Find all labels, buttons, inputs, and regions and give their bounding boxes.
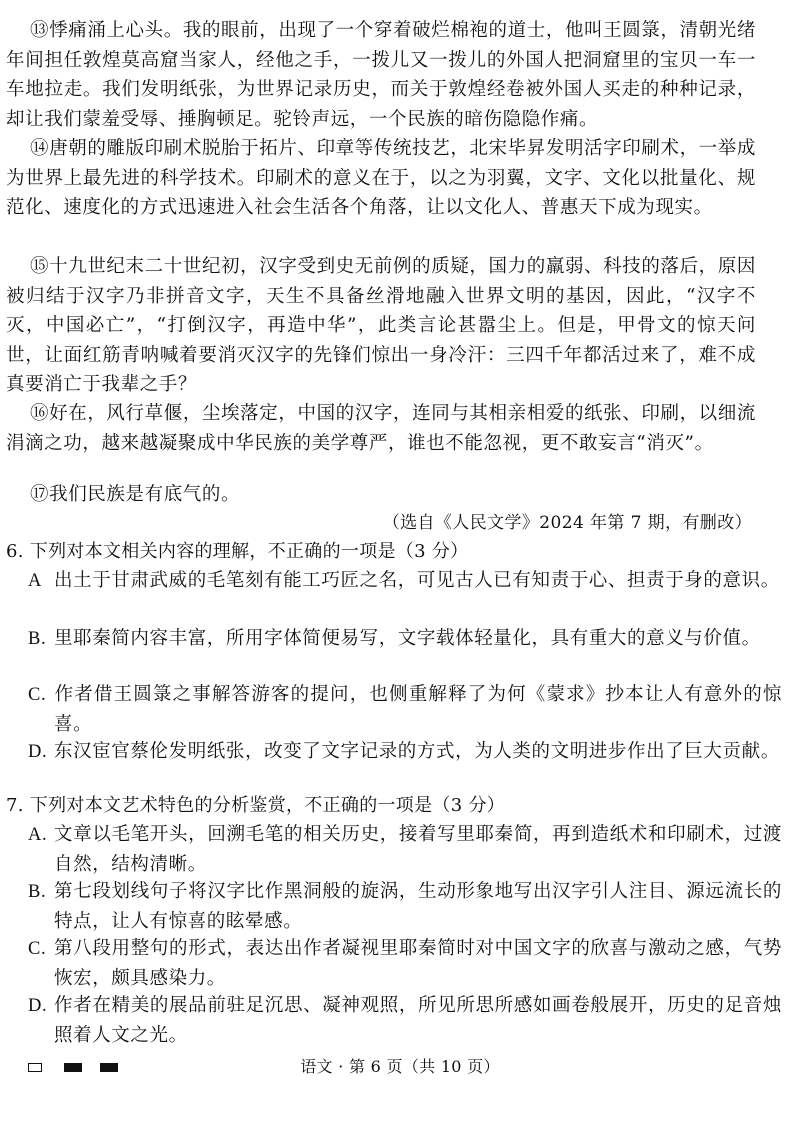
paragraph-14: ⑭唐朝的雕版印刷术脱胎于拓片、印章等传统技艺，北宋毕昇发明活字印刷术，一举成为世界上最先进的科学技术。印刷术的意义在于，以之为羽翼，文字、文化以批量化、规范化、速度化的方式迅速进入社会生活各个角落，让以文化人、普惠天下成为现实。 — [6, 138, 756, 218]
paragraph-13: ⑬悸痛涌上心头。我的眼前，出现了一个穿着破烂棉袍的道士，他叫王圆箓，清朝光绪年间担任敦煌莫高窟当家人，经他之手，一拨儿又一拨儿的外国人把洞窟里的宝贝一车一车地拉走。我们发明纸张，为世界记录历史，而关于敦煌经卷被外国人买走的种种记录，却让我们蒙羞受辱、捶胸顿足。驼铃声远，一个民族的暗伤隐隐作痛。 — [6, 20, 756, 130]
option-text: 第七段划线句子将汉字比作黑洞般的旋涡，生动形象地写出汉字引人注目、源远流长的特点，让人有惊喜的眩晕感。 — [54, 881, 782, 932]
option-text: 里耶秦简内容丰富，所用字体简便易写，文字载体轻量化，具有重大的意义与价值。 — [54, 628, 761, 649]
option-letter: C. — [28, 685, 47, 705]
option-letter: B. — [28, 882, 47, 902]
option-text: 作者在精美的展品前驻足沉思、凝神观照，所见所思所感如画卷般展开，历史的足音烛照着人文之光。 — [54, 995, 782, 1046]
option-letter: A — [28, 571, 42, 591]
option-text: 文章以毛笔开头，回溯毛笔的相关历史，接着写里耶秦简，再到造纸术和印刷术，过渡自然，结构清晰。 — [54, 824, 782, 875]
option-letter: C. — [28, 939, 47, 959]
paragraph-17: ⑰我们民族是有底气的。 — [30, 484, 241, 505]
question-6-option-a[interactable] — [28, 566, 782, 596]
option-text: 出土于甘肃武威的毛笔刻有能工巧匠之名，可见古人已有知责于心、担责于身的意识。 — [54, 570, 780, 591]
question-6-option-c[interactable] — [28, 680, 782, 739]
question-6-option-d[interactable] — [28, 737, 782, 767]
page-footer — [0, 1056, 800, 1080]
option-text: 东汉宦官蔡伦发明纸张，改变了文字记录的方式，为人类的文明进步作出了巨大贡献。 — [54, 741, 780, 762]
option-letter: D. — [28, 742, 48, 762]
option-letter: D. — [28, 996, 48, 1016]
question-7-option-b[interactable] — [28, 877, 782, 936]
question-7-option-c[interactable] — [28, 934, 782, 993]
question-7-stem: 7. 下列对本文艺术特色的分析鉴赏，不正确的一项是（3 分） — [6, 795, 506, 816]
question-7-option-d[interactable] — [28, 991, 782, 1050]
paragraph-15: ⑮十九世纪末二十世纪初，汉字受到史无前例的质疑，国力的羸弱、科技的落后，原因被归结于汉字乃非拼音文字，天生不具备丝滑地融入世界文明的基因，因此，“汉字不灭，中国必亡”，“打倒汉字，再造中华”，此类言论甚嚣尘上。但是，甲骨文的惊天问世，让面红筋青呐喊着要消灭汉字的先锋们惊出一身冷汗：三四千年都活过来了，难不成真要消亡于我辈之手？ — [6, 256, 756, 395]
option-text: 第八段用整句的形式，表达出作者凝视里耶秦简时对中国文字的欣喜与激动之感，气势恢宏，颇具感染力。 — [54, 938, 782, 989]
question-7-option-a[interactable] — [28, 820, 782, 879]
question-6-option-b[interactable] — [28, 624, 782, 654]
paragraph-16: ⑯好在，风行草偃，尘埃落定，中国的汉字，连同与其相亲相爱的纸张、印刷，以细流涓滴之功，越来越凝聚成中华民族的美学尊严，谁也不能忽视，更不敢妄言“消灭”。 — [6, 403, 756, 454]
option-letter: B. — [28, 629, 47, 649]
page-number: 语文 · 第 6 页（共 10 页） — [300, 1057, 500, 1076]
option-letter: A. — [28, 825, 48, 845]
source-citation: （选自《人民文学》2024 年第 7 期，有删改） — [382, 513, 752, 533]
option-text: 作者借王圆箓之事解答游客的提问，也侧重解释了为何《蒙求》抄本让人有意外的惊喜。 — [54, 684, 782, 735]
question-6-stem: 6. 下列对本文相关内容的理解，不正确的一项是（3 分） — [6, 541, 469, 562]
